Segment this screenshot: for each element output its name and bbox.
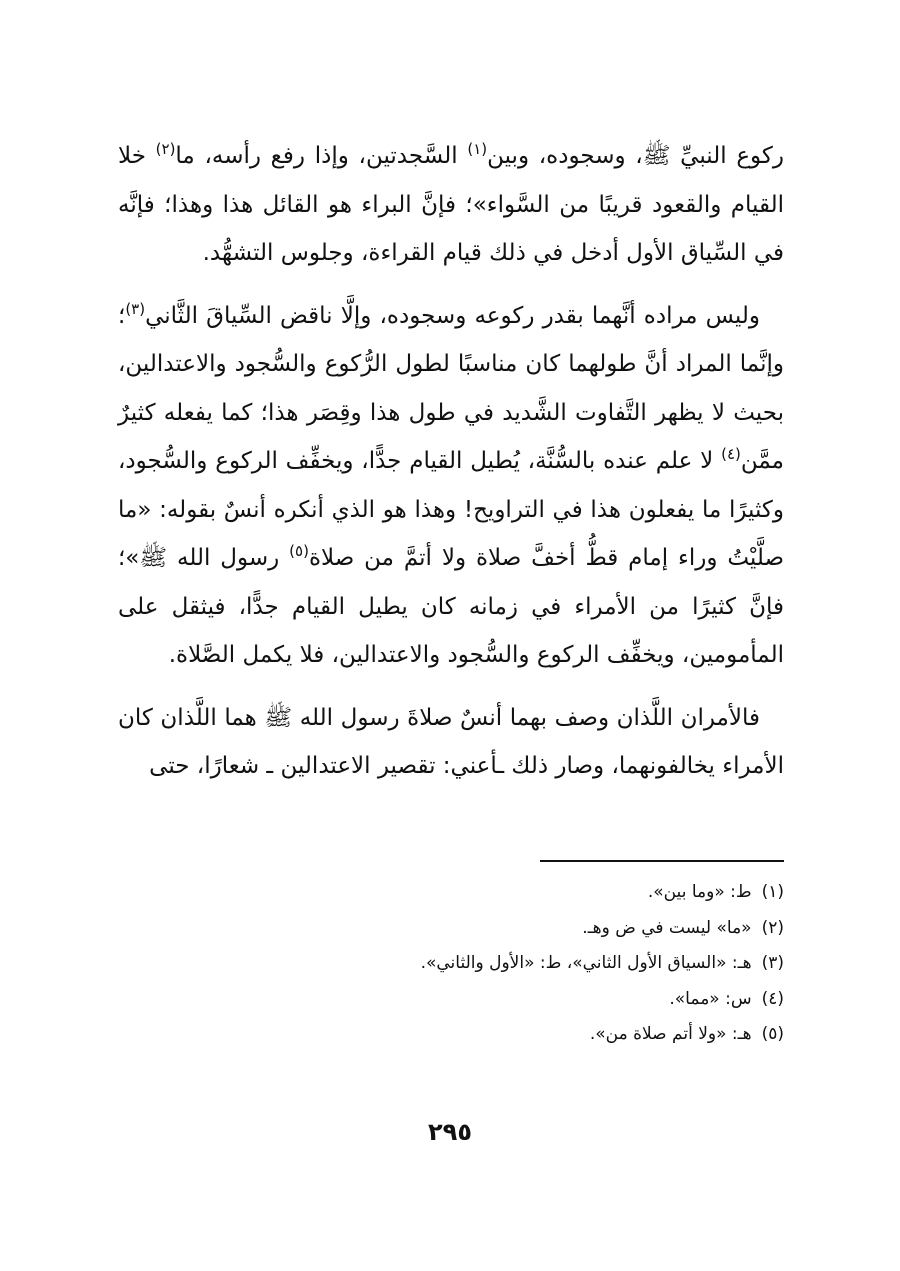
- footnote-ref-5[interactable]: (٥): [289, 542, 309, 560]
- footnote-number: (٥): [761, 1024, 784, 1044]
- main-text: [118, 132, 784, 791]
- footnote-text: «ما» ليست في ض وهـ.: [582, 917, 752, 938]
- footnote-number: (٤): [761, 988, 784, 1009]
- footnote-text: ط: «وما بين».: [647, 882, 752, 902]
- footnote-number: (٢): [761, 917, 784, 938]
- paragraph-1: [118, 132, 784, 278]
- footnotes: [340, 875, 784, 1053]
- paragraph-2-part-1: وليس مراده أنَّهما بقدر ركوعه وسجوده، وإلَّا ناقض السِّياقَ الثَّاني: [145, 302, 760, 329]
- paragraph-2-part-3: لا علم عنده بالسُّنَّة، يُطيل القيام جدًّا، ويخفِّف الركوع والسُّجود، وكثيرًا ما يفعلون هذا في التراويح! وهذا هو الذي أنكره أنسٌ بقوله: «ما صلَّيْتُ وراء إمام قطُّ أخفَّ صلاة ولا أتمَّ من صلاة: [118, 448, 784, 571]
- footnote-separator: [540, 860, 784, 862]
- footnote-ref-1[interactable]: (١): [467, 140, 488, 158]
- footnote-5: [340, 1017, 784, 1053]
- page-number: ٢٩٥: [428, 1118, 472, 1146]
- footnote-text: هـ: «ولا أتم صلاة من».: [589, 1024, 752, 1044]
- footnote-2: [340, 911, 784, 947]
- paragraph-2-part-4: رسول الله ﷺ»؛ فإنَّ كثيرًا من الأمراء في زمانه كان يطيل القيام جدًّا، فيثقل على المأمومين، ويخفِّف الركوع والسُّجود والاعتدالين، فلا يكمل الصَّلاة.: [118, 545, 784, 668]
- footnote-text: س: «مما».: [669, 988, 752, 1009]
- paragraph-2-part-2: ؛ وإنَّما المراد أنَّ طولهما كان مناسبًا لطول الرُّكوع والسُّجود والاعتدالين، بحيث لا يظهر التَّفاوت الشَّديد في طول هذا وقِصَر هذا؛ كما يفعله كثيرٌ ممَّن: [118, 302, 784, 474]
- footnote-ref-4[interactable]: (٤): [721, 445, 741, 463]
- paragraph-3: فالأمران اللَّذان وصف بهما أنسٌ صلاةَ رسول الله ﷺ هما اللَّذان كان الأمراء يخالفونهما، وصار ذلك ـأعني: تقصير الاعتدالين ـ شعارًا، حتى: [118, 704, 784, 779]
- paragraph-1-part-3: خلا القيام والقعود قريبًا من السَّواء»؛ فإنَّ البراء هو القائل هذا وهذا؛ فإنَّه في السِّياق الأول أدخل في ذلك قيام القراءة، وجلوس التشهُّد.: [118, 143, 784, 266]
- footnote-4: [340, 982, 784, 1018]
- paragraph-1-part-1: ركوع النبيِّ ﷺ، وسجوده، وبين: [487, 143, 784, 169]
- footnote-text: هـ: «السياق الأول الثاني»، ط: «الأول والثاني».: [420, 953, 752, 973]
- footnote-number: (٣): [761, 953, 784, 973]
- footnote-number: (١): [761, 882, 784, 902]
- footnote-1: [340, 875, 784, 911]
- footnote-ref-3[interactable]: (٣): [125, 299, 146, 318]
- footnote-3: [340, 946, 784, 982]
- footnote-ref-2[interactable]: (٢): [155, 140, 176, 158]
- paragraph-2: [118, 292, 784, 680]
- paragraph-1-part-2: السَّجدتين، وإذا رفع رأسه، ما: [175, 143, 468, 169]
